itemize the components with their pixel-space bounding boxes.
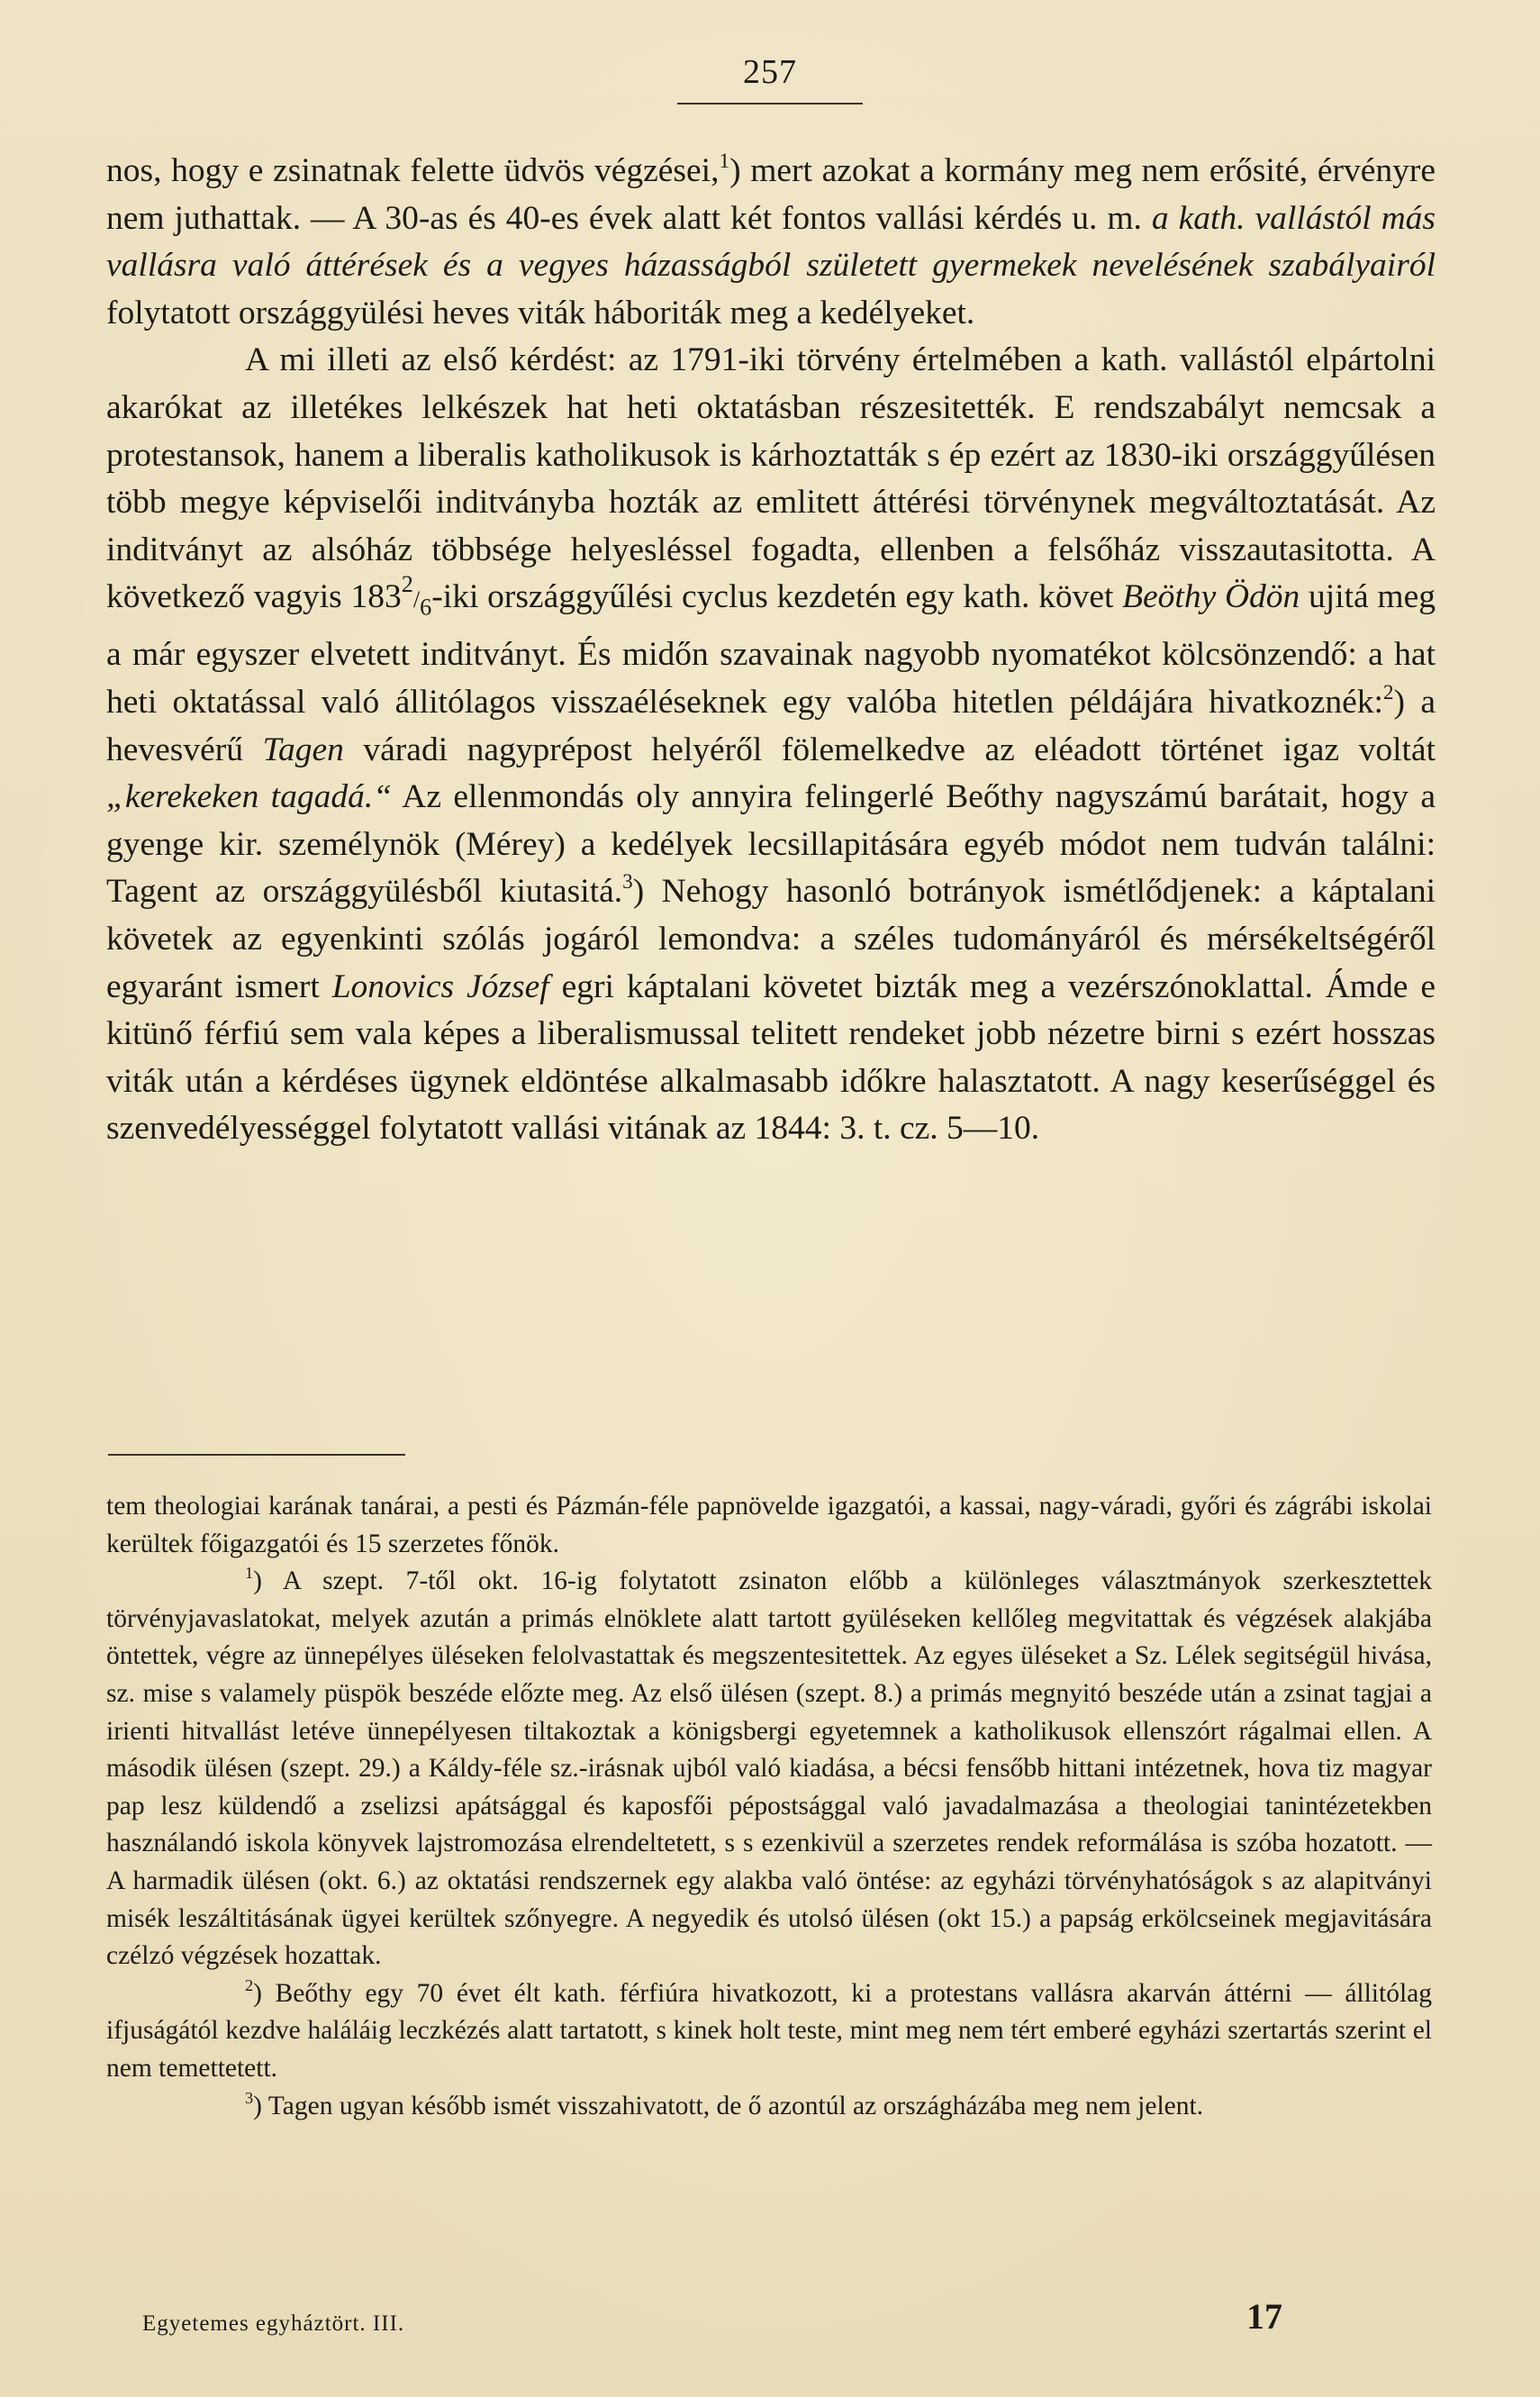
footnote-mark: 1 xyxy=(245,1564,254,1583)
text-run: ) Nehogy hasonló botrányok ismétlődjenek: a káptalani követek az egyenkinti szólás jogáról lemondva: a széles tudományáról és mérsékeltségéről egyaránt ismert xyxy=(106,873,1436,1005)
italic-run: a kath. vallástól más vallásra való áttérések és a vegyes házasságból született gyermekek nevelésének szabályairól xyxy=(106,199,1436,285)
italic-run: Lonovics József xyxy=(331,967,549,1005)
text-run: Az ellenmondás oly annyira felingerlé Beőthy nagyszámú barátait, hogy a gyenge kir. személynök (Mérey) a kedélyek lecsillapitására egyéb módot nem tudván találni: Tagent az országgyülésből kiutasitá. xyxy=(106,778,1436,911)
text-run: ) mert azokat a kormány meg nem erősité, érvényre nem juthattak. — A 30-as és 40-es évek alatt két fontos vallási kérdés u. m. xyxy=(106,152,1436,237)
footnote-2 xyxy=(106,1975,1432,2088)
text-run: -iki országgyűlési cyclus kezdetén egy kath. követ xyxy=(431,578,1123,616)
footnote-text: ) Beőthy egy 70 évet élt kath. férfiúra hivatkozott, ki a protestans vallásra akarván áttérni — állitólag ifjuságától kezdve haláláig leczkézés alatt tartatott, s kinek holt teste, mint meg nem tért emberé egyházi szertartás szerint el nem temettetett. xyxy=(106,1978,1432,2083)
text-run: ) a hevesvérű xyxy=(106,684,1436,768)
footnote-ref-3: 3 xyxy=(622,870,633,894)
footnote-ref-1: 1 xyxy=(719,149,730,173)
footnotes xyxy=(106,1488,1432,2125)
sheet-number: 17 xyxy=(1246,2296,1282,2337)
footnote-ref-2: 2 xyxy=(1382,680,1394,704)
footnote-3 xyxy=(106,2088,1432,2126)
fraction-numerator: 2 xyxy=(401,571,413,598)
italic-run: Tagen xyxy=(262,731,344,768)
text-run: A mi illeti az első kérdést: az 1791-iki törvény értelmében a kath. vallástól elpártolni akarókat az illetékes lelkészek hat heti oktatásban részesitették. E rendszabályt nemcsak a protestansok, hanem a liberalis katholikusok is kárhoztatták s ép ezért az 1830-iki országgyűlésen több megye képviselői inditványba hozták az emlitett áttérési törvénynek megváltoztatását. Az inditványt az alsóház többsége helyesléssel fogadta, ellenben a felsőház visszautasitotta. A következő vagyis 183 xyxy=(106,341,1436,616)
footnote-mark: 3 xyxy=(245,2088,254,2107)
footnote-text: ) A szept. 7-től okt. 16-ig folytatott zsinaton előbb a különleges választmányok szerkesztettek törvényjavaslatokat, melyek azután a primás elnöklete alatt tartott gyüléseken kellőleg megvitattak és végzések alakjába öntettek, végre az ünnepélyes üléseken felolvastattak és megszentesitettek. Az egyes üléseket a Sz. Lélek segitségül hivása, sz. mise s valamely püspök beszéde előzte meg. Az első ülésen (szept. 8.) a primás megnyitó beszéde után a zsinat tagjai a irienti hitvallást letéve ünnepélyesen tiltakoztak a königsbergi egyetemnek a katholikusok ellenszórt rágalmai ellen. A második ülésen (szept. 29.) a Káldy-féle sz.-irásnak ujból való kiadása, a bécsi fensőbb hittani intézetnek, hova tiz magyar pap lesz küldendő a zselizsi apátsággal és kaposfői pépostsággal való javadalmazása a theologiai tanintézetekben használandó iskola könyvek lajstromozása elrendeltetett, s s ezenkivül a szerzetes rendek reformálása is szóba hozatott. — A harmadik ülésen (okt. 6.) az oktatási rendszernek egy alakba való öntése: az egyházi törvényhatóságok s az alapitványi misék leszáltitásának ügyei kerültek szőnyegre. A negyedik és utolsó ülésen (okt 15.) a papság erkölcseinek megjavitására czélzó végzések hozattak. xyxy=(106,1566,1432,1971)
paragraph-2: A mi illeti az első kérdést: az 1791-iki törvény értelmében a kath. vallástól elpártolni akarókat az illetékes lelkészek hat heti oktatásban részesitették. E rendszabályt nemcsak a protestansok, hanem a liberalis katholikusok is kárhoztatták s ép ezért az 1830-iki országgyűlésen több megye képviselői inditványba hozták az emlitett áttérési törvénynek megváltoztatását. Az inditványt az alsóház többsége helyesléssel fogadta, ellenben a felsőház visszautasitotta. A következő vagyis $183^2/_6$-iki országgyűlési cyclus kezdetén egy kath. követ Beöthy Ödön ujitá meg a már egyszer elvetett inditványt. És midőn szavainak nagyobb nyomatékot kölcsönzendő: a hat heti oktatással való állitólagos visszaéléseknek egy valóba hitetlen példájára hivatkoznék:$^2$) a hevesvérű Tagen váradi nagyprépost helyéről fölemelkedve az eléadott történet igaz voltát „kerekeken tagadá.“ Az ellenmondás oly annyira felingerlé Beőthy nagyszámú barátait, hogy a gyenge kir. személynök (Mérey) a kedélyek lecsillapitására egyéb módot nem tudván találni: Tagent az országgyülésből kiutasitá.$^3$) Nehogy hasonló botrányok ismétlődjenek: a káptalani követek az egyenkinti szólás jogáról lemondva: a széles tudományáról és mérsékeltségéről egyaránt ismert Lonovics József egri káptalani követet bizták meg a vezérszónoklattal. Ámde e kitünő férfiú sem vala képes a liberalismussal telitett rendeket jobb nézetre birni s ezért hosszas viták után a kérdéses ügynek eldöntése alkalmasabb időkre halasztatott. A nagy keserűséggel és szenvedélyességgel folytatott vallási vitának az 1844: 3. t. cz. 5—10. xyxy=(106,341,1436,1148)
page-number: 257 xyxy=(743,53,797,91)
footnote-mark: 2 xyxy=(245,1975,254,1994)
printer-signature: Egyetemes egyháztört. III. xyxy=(142,2311,405,2336)
fraction-denominator: 6 xyxy=(420,594,432,621)
footnote-continuation: tem theologiai karának tanárai, a pesti és Pázmán-féle papnövelde igazgatói, a kassai, nagy-váradi, győri és zágrábi iskolai kerültek főigazgatói és 15 szerzetes főnök. xyxy=(106,1492,1432,1558)
footnote-1 xyxy=(106,1563,1432,1975)
italic-run: Beöthy Ödön xyxy=(1122,578,1300,616)
paragraph-1 xyxy=(106,148,1436,337)
text-run: egri káptalani követet bizták meg a vezérszónoklattal. Ámde e kitünő férfiú sem vala képes a liberalismussal telitett rendeket jobb nézetre birni s ezért hosszas viták után a kérdéses ügynek eldöntése alkalmasabb időkre halasztatott. A nagy keserűséggel és szenvedélyességgel folytatott vallási vitának az 1844: 3. t. cz. 5—10. xyxy=(106,967,1436,1148)
footnote-text: ) Tagen ugyan később ismét visszahivatott, de ő azontúl az országházába meg nem jelent. xyxy=(253,2091,1204,2120)
text-run: váradi nagyprépost helyéről fölemelkedve az eléadott történet igaz voltát xyxy=(343,731,1436,768)
footnote-separator xyxy=(108,1454,405,1456)
text-run: nos, hogy e zsinatnak felette üdvös végzései, xyxy=(106,152,720,189)
text-run: folytatott országgyülési heves viták háboriták meg a kedélyeket. xyxy=(106,294,975,331)
main-text xyxy=(106,148,1436,1153)
text-run: ujitá meg a már egyszer elvetett inditványt. És midőn szavainak nagyobb nyomatékot kölcsönzendő: a hat heti oktatással való állitólagos visszaéléseknek egy valóba hitetlen példájára hivatkoznék: xyxy=(106,578,1436,722)
italic-run: „kerekeken tagadá.“ xyxy=(106,778,393,816)
header-rule xyxy=(677,103,863,104)
